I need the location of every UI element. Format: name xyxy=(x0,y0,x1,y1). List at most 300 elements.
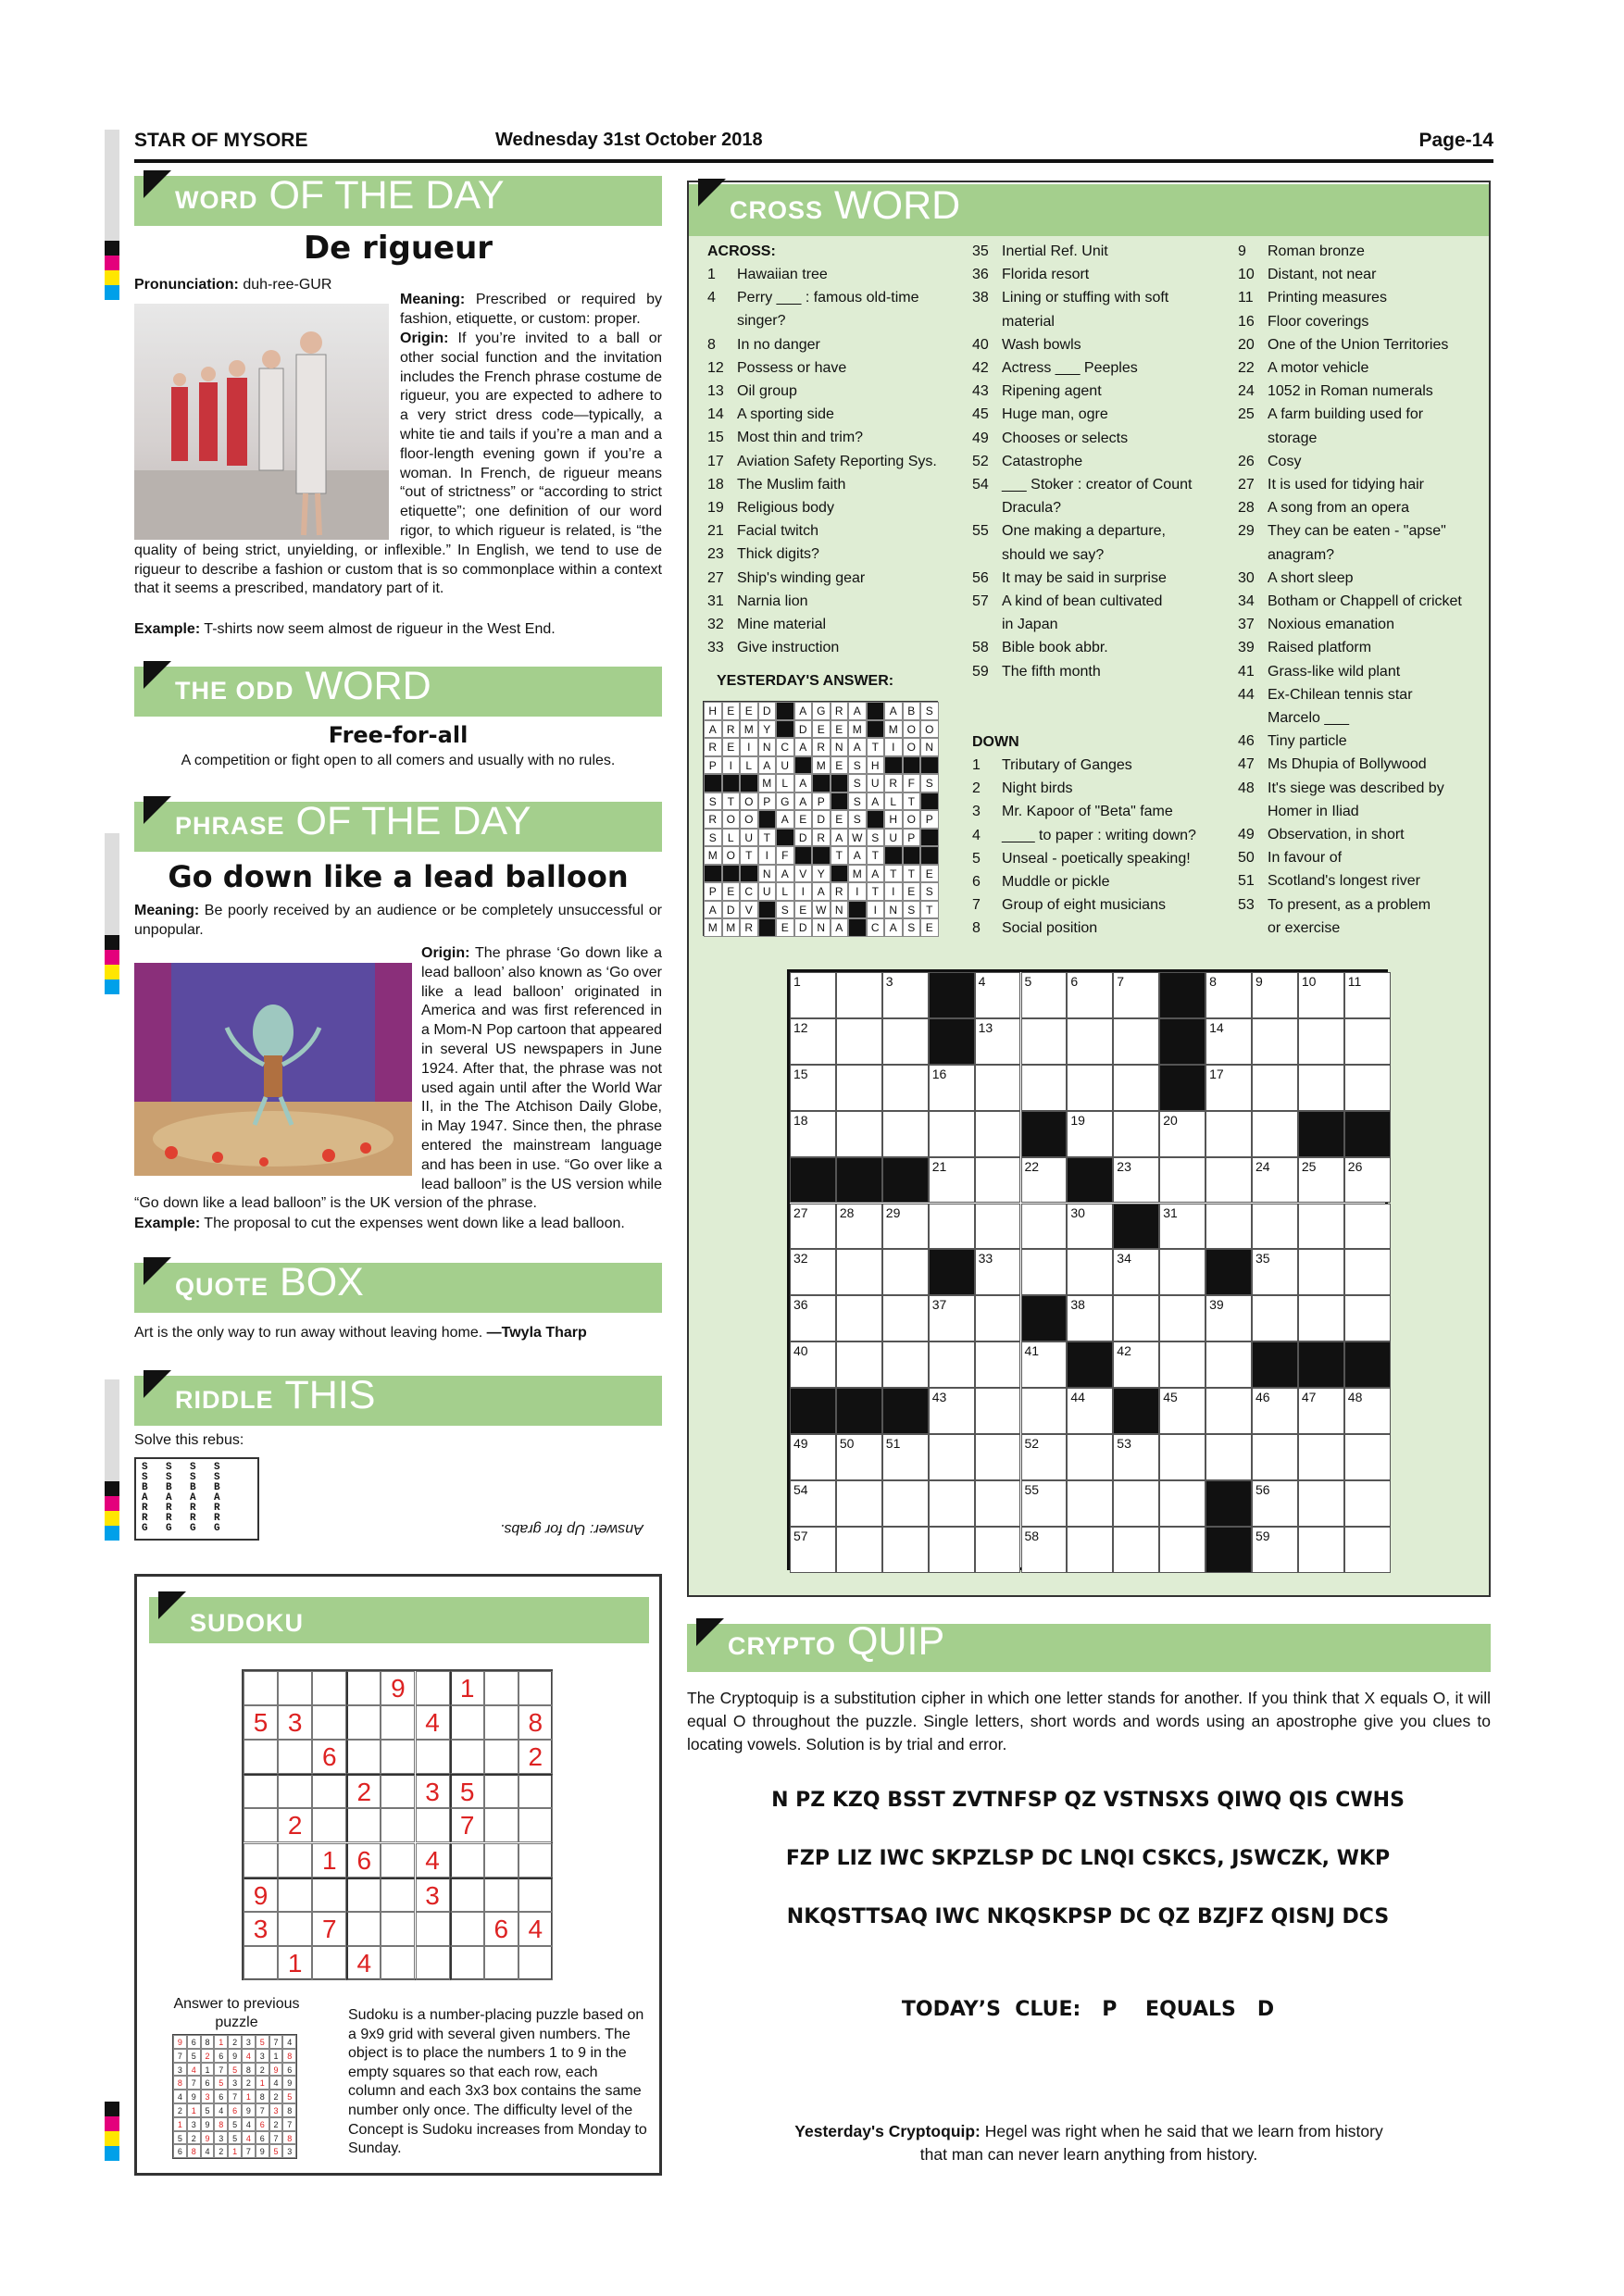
crossword-cell[interactable] xyxy=(929,1434,975,1480)
crossword-cell[interactable] xyxy=(975,1341,1021,1388)
crossword-cell[interactable]: 51 xyxy=(882,1434,929,1480)
clue-text: in Japan xyxy=(1002,617,1058,633)
crossword-cell[interactable]: 15 xyxy=(790,1065,836,1111)
crossword-cell[interactable] xyxy=(1298,1434,1344,1480)
crossword-cell[interactable] xyxy=(882,1111,929,1157)
crossword-cell[interactable] xyxy=(975,1065,1021,1111)
crossword-cell[interactable] xyxy=(1021,1249,1068,1295)
crossword-cell[interactable] xyxy=(975,1204,1021,1250)
crossword-cell[interactable] xyxy=(1344,1527,1391,1573)
crossword-cell[interactable] xyxy=(1067,1480,1113,1527)
sudoku-cell[interactable] xyxy=(518,1878,553,1912)
crossword-cell[interactable]: 27 xyxy=(790,1204,836,1250)
crossword-cell[interactable]: 7 xyxy=(1113,972,1159,1018)
crossword-cell[interactable] xyxy=(1113,1111,1159,1157)
answer-cell: D xyxy=(794,918,813,937)
answer-cell: I xyxy=(848,882,867,901)
crossword-cell[interactable]: 48 xyxy=(1344,1388,1391,1434)
crossword-cell[interactable] xyxy=(1067,1065,1113,1111)
rebus-column: SSBARRG xyxy=(166,1462,172,1534)
crossword-cell[interactable]: 36 xyxy=(790,1295,836,1341)
crossword-cell[interactable] xyxy=(1206,1341,1252,1388)
clue-row xyxy=(1238,496,1462,519)
crossword-cell[interactable]: 3 xyxy=(882,972,929,1018)
crossword-block xyxy=(929,1018,975,1065)
sudoku-cell[interactable] xyxy=(312,1671,346,1705)
crossword-cell[interactable] xyxy=(1298,1204,1344,1250)
yesterday-crossword-grid xyxy=(703,701,938,936)
sudoku-cell[interactable] xyxy=(312,1878,346,1912)
sudoku-cell[interactable] xyxy=(518,1808,553,1842)
crossword-cell[interactable] xyxy=(1113,1018,1159,1065)
crossword-cell[interactable] xyxy=(1159,1295,1206,1341)
crossword-cell[interactable] xyxy=(1252,1018,1298,1065)
sudoku-cell[interactable] xyxy=(484,1946,518,1980)
answer-cell: U xyxy=(884,829,903,847)
crossword-cell[interactable] xyxy=(1206,1157,1252,1204)
crossword-block xyxy=(1206,1480,1252,1527)
clue-text: A song from an opera xyxy=(1268,500,1409,517)
crossword-cell[interactable] xyxy=(836,1249,882,1295)
crossword-cell[interactable] xyxy=(1067,1249,1113,1295)
crossword-cell[interactable] xyxy=(1344,1204,1391,1250)
sudoku-cell: 9 xyxy=(244,1878,278,1912)
clue-row xyxy=(972,636,1192,659)
crossword-cell[interactable] xyxy=(929,1111,975,1157)
sudoku-cell[interactable] xyxy=(381,1878,415,1912)
clue-number: 56 xyxy=(972,569,989,586)
clue-row xyxy=(1238,613,1462,636)
clue-number: 5 xyxy=(972,850,981,867)
sudoku-cell[interactable] xyxy=(484,1740,518,1774)
crossword-cell[interactable] xyxy=(836,1295,882,1341)
clue-text: ____ to paper : writing down? xyxy=(1002,827,1196,843)
sudoku-cell[interactable] xyxy=(381,1843,415,1878)
sudoku-cell[interactable] xyxy=(278,1671,312,1705)
answer-cell: 1 xyxy=(201,2063,215,2077)
crossword-block xyxy=(1021,1111,1068,1157)
value: The proposal to cut the expenses went down like a lead balloon. xyxy=(204,1216,625,1231)
clue-row xyxy=(707,286,937,309)
clue-row xyxy=(1238,356,1462,380)
answer-cell: E xyxy=(794,901,813,919)
crossword-cell[interactable]: 31 xyxy=(1159,1204,1206,1250)
label: Meaning: xyxy=(400,292,466,307)
crossword-cell[interactable]: 20 xyxy=(1159,1111,1206,1157)
crossword-cell[interactable] xyxy=(975,1388,1021,1434)
crossword-cell[interactable]: 44 xyxy=(1067,1388,1113,1434)
crossword-cell[interactable] xyxy=(1344,1295,1391,1341)
answer-cell: 3 xyxy=(173,2063,187,2077)
answer-block xyxy=(920,792,939,811)
crossword-cell[interactable] xyxy=(1113,1480,1159,1527)
crossword-cell[interactable] xyxy=(836,1018,882,1065)
crossword-cell[interactable]: 22 xyxy=(1021,1157,1068,1204)
sudoku-cell[interactable] xyxy=(244,1843,278,1878)
sudoku-cell[interactable] xyxy=(450,1843,484,1878)
answer-cell: 4 xyxy=(282,2035,296,2049)
crossword-cell[interactable]: 33 xyxy=(975,1249,1021,1295)
crossword-cell[interactable] xyxy=(1021,1388,1068,1434)
crossword-cell[interactable] xyxy=(882,1480,929,1527)
crossword-cell[interactable] xyxy=(975,1111,1021,1157)
clue-number: 12 xyxy=(707,359,724,376)
answer-cell: 3 xyxy=(228,2076,242,2090)
crossword-cell[interactable]: 18 xyxy=(790,1111,836,1157)
clue-text: Ripening agent xyxy=(1002,383,1102,400)
crossword-cell[interactable] xyxy=(1298,1018,1344,1065)
answer-cell: 3 xyxy=(256,2049,269,2063)
crossword-cell[interactable] xyxy=(882,1065,929,1111)
clue-text: Tributary of Ganges xyxy=(1002,757,1132,773)
clue-row xyxy=(1238,893,1462,917)
crossword-cell[interactable]: 37 xyxy=(929,1295,975,1341)
crossword-cell[interactable]: 13 xyxy=(975,1018,1021,1065)
clue-number: 54 xyxy=(972,477,989,493)
clue-row xyxy=(1238,730,1462,753)
crossword-cell[interactable]: 5 xyxy=(1021,972,1068,1018)
answer-cell: C xyxy=(740,882,758,901)
clue-text: Cosy xyxy=(1268,453,1302,469)
sudoku-cell[interactable] xyxy=(312,1946,346,1980)
sudoku-cell: 5 xyxy=(244,1705,278,1740)
sudoku-cell[interactable] xyxy=(484,1774,518,1808)
answer-cell: 5 xyxy=(228,2131,242,2145)
crossword-cell[interactable] xyxy=(1298,1065,1344,1111)
crossword-cell[interactable] xyxy=(1159,1480,1206,1527)
crossword-cell[interactable] xyxy=(975,1480,1021,1527)
clue-row xyxy=(1238,777,1462,800)
sudoku-cell[interactable] xyxy=(484,1878,518,1912)
crossword-cell[interactable] xyxy=(1252,1204,1298,1250)
sudoku-cell[interactable] xyxy=(381,1774,415,1808)
sudoku-cell[interactable] xyxy=(312,1705,346,1740)
crossword-cell[interactable]: 25 xyxy=(1298,1157,1344,1204)
crossword-cell[interactable]: 55 xyxy=(1021,1480,1068,1527)
answer-cell: 4 xyxy=(214,2103,228,2117)
crossword-cell[interactable]: 42 xyxy=(1113,1341,1159,1388)
answer-cell: E xyxy=(920,865,939,883)
crossword-cell[interactable]: 1 xyxy=(790,972,836,1018)
sudoku-cell[interactable] xyxy=(244,1774,278,1808)
answer-cell: 4 xyxy=(242,2117,256,2131)
sudoku-cell[interactable] xyxy=(381,1808,415,1842)
clue-text: In no danger xyxy=(737,336,820,353)
crossword-cell[interactable]: 59 xyxy=(1252,1527,1298,1573)
across-heading: ACROSS: xyxy=(707,243,776,259)
crossword-cell[interactable]: 14 xyxy=(1206,1018,1252,1065)
crossword-cell[interactable] xyxy=(1344,1434,1391,1480)
crossword-block xyxy=(836,1388,882,1434)
banner-title: THIS xyxy=(284,1373,376,1417)
sudoku-cell[interactable] xyxy=(381,1946,415,1980)
sudoku-cell[interactable] xyxy=(518,1946,553,1980)
crossword-cell[interactable] xyxy=(882,1018,929,1065)
clue-row xyxy=(1238,800,1462,823)
clue-row xyxy=(707,426,937,449)
clue-number: 50 xyxy=(1238,850,1255,867)
banner-corner-icon xyxy=(144,1257,171,1285)
crossword-cell[interactable] xyxy=(1159,1157,1206,1204)
crossword-cell[interactable]: 56 xyxy=(1252,1480,1298,1527)
riddle-answer: Answer: Up for grabs. xyxy=(500,1520,643,1537)
answer-cell: T xyxy=(884,865,903,883)
sudoku-cell[interactable] xyxy=(244,1671,278,1705)
crossword-cell[interactable] xyxy=(882,1295,929,1341)
crossword-cell[interactable]: 8 xyxy=(1206,972,1252,1018)
crossword-cell[interactable]: 23 xyxy=(1113,1157,1159,1204)
crossword-cell[interactable] xyxy=(1159,1249,1206,1295)
crossword-cell[interactable] xyxy=(1021,1018,1068,1065)
value-line-2: that man can never learn anything from history. xyxy=(919,2145,1258,2164)
crossword-cell[interactable]: 29 xyxy=(882,1204,929,1250)
crossword-cell[interactable]: 10 xyxy=(1298,972,1344,1018)
clue-row xyxy=(972,754,1196,777)
clue-row xyxy=(707,450,937,473)
crossword-cell[interactable] xyxy=(1021,1065,1068,1111)
sudoku-cell[interactable] xyxy=(416,1671,450,1705)
sudoku-cell[interactable] xyxy=(450,1946,484,1980)
answer-cell: S xyxy=(920,882,939,901)
sudoku-cell[interactable] xyxy=(278,1912,312,1946)
crossword-cell[interactable] xyxy=(1298,1480,1344,1527)
sudoku-cell[interactable] xyxy=(312,1774,346,1808)
crossword-cell[interactable] xyxy=(836,1527,882,1573)
crossword-cell[interactable]: 17 xyxy=(1206,1065,1252,1111)
crossword-cell[interactable] xyxy=(836,1480,882,1527)
sudoku-cell[interactable] xyxy=(346,1671,381,1705)
crossword-cell[interactable]: 28 xyxy=(836,1204,882,1250)
crossword-cell[interactable]: 45 xyxy=(1159,1388,1206,1434)
crossword-cell[interactable]: 54 xyxy=(790,1480,836,1527)
sudoku-cell[interactable] xyxy=(346,1705,381,1740)
crossword-cell[interactable] xyxy=(836,972,882,1018)
banner-title: BOX xyxy=(280,1260,364,1304)
crossword-block xyxy=(929,1249,975,1295)
sudoku-cell[interactable] xyxy=(416,1808,450,1842)
crossword-cell[interactable]: 34 xyxy=(1113,1249,1159,1295)
sudoku-cell[interactable] xyxy=(450,1878,484,1912)
sudoku-cell[interactable] xyxy=(346,1878,381,1912)
crossword-cell[interactable] xyxy=(1252,1065,1298,1111)
riddle-banner xyxy=(134,1374,662,1426)
crossword-cell[interactable] xyxy=(1067,1527,1113,1573)
crossword-cell[interactable] xyxy=(882,1249,929,1295)
crossword-cell[interactable] xyxy=(929,1341,975,1388)
crossword-cell[interactable]: 35 xyxy=(1252,1249,1298,1295)
crossword-cell[interactable] xyxy=(1067,1434,1113,1480)
crossword-cell[interactable]: 57 xyxy=(790,1527,836,1573)
clue-row xyxy=(707,590,937,613)
crossword-cell[interactable]: 39 xyxy=(1206,1295,1252,1341)
answer-cell: 3 xyxy=(269,2103,283,2117)
cryptoquip-line-2: FZP LIZ IWC SKPZLSP DC LNQI CSKCS, JSWCZK, WKP xyxy=(785,1847,1391,1870)
crossword-cell[interactable]: 32 xyxy=(790,1249,836,1295)
answer-cell: 8 xyxy=(282,2049,296,2063)
crossword-cell[interactable]: 12 xyxy=(790,1018,836,1065)
crossword-cell[interactable]: 9 xyxy=(1252,972,1298,1018)
sudoku-cell[interactable] xyxy=(346,1740,381,1774)
crossword-cell[interactable] xyxy=(975,1527,1021,1573)
crossword-cell[interactable] xyxy=(929,1480,975,1527)
clue-text: Group of eight musicians xyxy=(1002,897,1166,914)
clue-text: Night birds xyxy=(1002,780,1073,797)
crossword-cell[interactable] xyxy=(882,1341,929,1388)
sudoku-cell[interactable] xyxy=(278,1740,312,1774)
sudoku-cell[interactable] xyxy=(244,1740,278,1774)
crossword-block xyxy=(1113,1204,1159,1250)
crossword-cell[interactable]: 50 xyxy=(836,1434,882,1480)
clue-number: 47 xyxy=(1238,756,1255,773)
crossword-cell[interactable]: 46 xyxy=(1252,1388,1298,1434)
crossword-block xyxy=(1298,1111,1344,1157)
crossword-cell[interactable] xyxy=(1067,1018,1113,1065)
clue-text: One of the Union Territories xyxy=(1268,336,1449,353)
answer-cell: 6 xyxy=(173,2144,187,2158)
sudoku-cell[interactable] xyxy=(518,1843,553,1878)
sudoku-cell[interactable] xyxy=(346,1912,381,1946)
crossword-cell[interactable]: 11 xyxy=(1344,972,1391,1018)
crossword-cell[interactable]: 24 xyxy=(1252,1157,1298,1204)
answer-cell: R xyxy=(812,829,831,847)
crossword-cell[interactable] xyxy=(836,1111,882,1157)
clue-row xyxy=(1238,310,1462,333)
sudoku-cell[interactable] xyxy=(484,1843,518,1878)
answer-block xyxy=(831,774,849,792)
sudoku-cell[interactable] xyxy=(416,1912,450,1946)
sudoku-cell[interactable] xyxy=(381,1705,415,1740)
clue-row xyxy=(1238,240,1462,263)
clue-number: 59 xyxy=(972,663,989,680)
crossword-cell[interactable] xyxy=(1206,1204,1252,1250)
answer-cell: 7 xyxy=(282,2117,296,2131)
answer-cell: M xyxy=(848,865,867,883)
page-number: Page-14 xyxy=(1418,130,1493,151)
crossword-cell[interactable]: 49 xyxy=(790,1434,836,1480)
sudoku-cell[interactable] xyxy=(278,1878,312,1912)
sudoku-cell[interactable] xyxy=(484,1671,518,1705)
answer-cell: S xyxy=(704,792,722,811)
sudoku-cell[interactable] xyxy=(416,1946,450,1980)
crossword-cell[interactable]: 52 xyxy=(1021,1434,1068,1480)
crossword-cell[interactable] xyxy=(1159,1434,1206,1480)
crossword-cell[interactable] xyxy=(1252,1111,1298,1157)
crossword-cell[interactable] xyxy=(836,1065,882,1111)
crossword-cell[interactable]: 16 xyxy=(929,1065,975,1111)
clue-number: 58 xyxy=(972,640,989,656)
crossword-cell[interactable]: 4 xyxy=(975,972,1021,1018)
sudoku-cell[interactable] xyxy=(312,1808,346,1842)
crossword-cell[interactable] xyxy=(1206,1434,1252,1480)
crossword-cell[interactable] xyxy=(1113,1295,1159,1341)
answer-cell: D xyxy=(758,702,777,720)
crossword-cell[interactable] xyxy=(929,1527,975,1573)
sudoku-cell[interactable] xyxy=(416,1740,450,1774)
crossword-cell[interactable] xyxy=(1344,1018,1391,1065)
answer-cell: E xyxy=(812,720,831,739)
crossword-cell[interactable] xyxy=(1159,1527,1206,1573)
crossword-cell[interactable] xyxy=(1298,1295,1344,1341)
crossword-cell[interactable] xyxy=(1298,1527,1344,1573)
sudoku-cell[interactable] xyxy=(450,1912,484,1946)
answer-cell: R xyxy=(831,882,849,901)
answer-cell: 9 xyxy=(282,2076,296,2090)
crossword-cell[interactable] xyxy=(1252,1434,1298,1480)
sudoku-cell[interactable] xyxy=(346,1808,381,1842)
crossword-cell[interactable] xyxy=(1252,1295,1298,1341)
registration-yellow xyxy=(105,965,119,980)
sudoku-cell[interactable] xyxy=(518,1671,553,1705)
crossword-cell[interactable] xyxy=(836,1341,882,1388)
sudoku-cell[interactable] xyxy=(278,1843,312,1878)
crossword-cell[interactable] xyxy=(1206,1388,1252,1434)
crossword-cell[interactable]: 38 xyxy=(1067,1295,1113,1341)
crossword-cell[interactable]: 40 xyxy=(790,1341,836,1388)
answer-cell: O xyxy=(722,810,741,829)
crossword-cell[interactable]: 30 xyxy=(1067,1204,1113,1250)
sudoku-cell[interactable] xyxy=(450,1740,484,1774)
crossword-cell[interactable]: 19 xyxy=(1067,1111,1113,1157)
sudoku-cell[interactable] xyxy=(484,1808,518,1842)
crossword-cell[interactable] xyxy=(1113,1527,1159,1573)
crossword-cell[interactable] xyxy=(1021,1204,1068,1250)
clue-number: 3 xyxy=(972,804,981,820)
crossword-cell[interactable]: 47 xyxy=(1298,1388,1344,1434)
crossword-cell[interactable] xyxy=(1113,1065,1159,1111)
answer-cell: S xyxy=(848,810,867,829)
registration-strip xyxy=(105,1379,119,1481)
crossword-cell[interactable] xyxy=(1344,1065,1391,1111)
crossword-cell[interactable] xyxy=(975,1157,1021,1204)
clue-number: 24 xyxy=(1238,383,1255,400)
label: Yesterday's Cryptoquip: xyxy=(794,2122,981,2140)
sudoku-cell[interactable] xyxy=(278,1774,312,1808)
sudoku-cell[interactable] xyxy=(381,1740,415,1774)
crossword-cell[interactable] xyxy=(1298,1249,1344,1295)
crossword-cell[interactable]: 26 xyxy=(1344,1157,1391,1204)
clue-text: Ship's winding gear xyxy=(737,569,866,586)
answer-cell: I xyxy=(794,882,813,901)
crossword-cell[interactable]: 58 xyxy=(1021,1527,1068,1573)
sudoku-cell[interactable] xyxy=(244,1946,278,1980)
sudoku-cell[interactable] xyxy=(381,1912,415,1946)
crossword-cell[interactable] xyxy=(1206,1111,1252,1157)
crossword-cell[interactable] xyxy=(1159,1341,1206,1388)
crossword-cell[interactable]: 21 xyxy=(929,1157,975,1204)
crossword-cell[interactable]: 41 xyxy=(1021,1341,1068,1388)
answer-cell: 2 xyxy=(173,2103,187,2117)
crossword-cell[interactable] xyxy=(882,1527,929,1573)
crossword-cell[interactable]: 53 xyxy=(1113,1434,1159,1480)
sudoku-cell[interactable] xyxy=(450,1705,484,1740)
crossword-cell[interactable] xyxy=(1344,1480,1391,1527)
answer-block xyxy=(758,918,777,937)
answer-cell: D xyxy=(812,810,831,829)
crossword-cell[interactable] xyxy=(929,1204,975,1250)
crossword-cell[interactable] xyxy=(1344,1249,1391,1295)
sudoku-cell[interactable] xyxy=(484,1705,518,1740)
crossword-cell[interactable]: 6 xyxy=(1067,972,1113,1018)
registration-magenta xyxy=(105,2116,119,2131)
sudoku-grid xyxy=(242,1669,553,1980)
crossword-cell[interactable] xyxy=(975,1434,1021,1480)
answer-cell: 3 xyxy=(201,2090,215,2103)
sudoku-cell[interactable] xyxy=(244,1808,278,1842)
crossword-cell[interactable]: 43 xyxy=(929,1388,975,1434)
crossword-cell[interactable] xyxy=(975,1295,1021,1341)
sudoku-cell[interactable] xyxy=(518,1774,553,1808)
clue-text: Unseal - poetically speaking! xyxy=(1002,850,1191,867)
